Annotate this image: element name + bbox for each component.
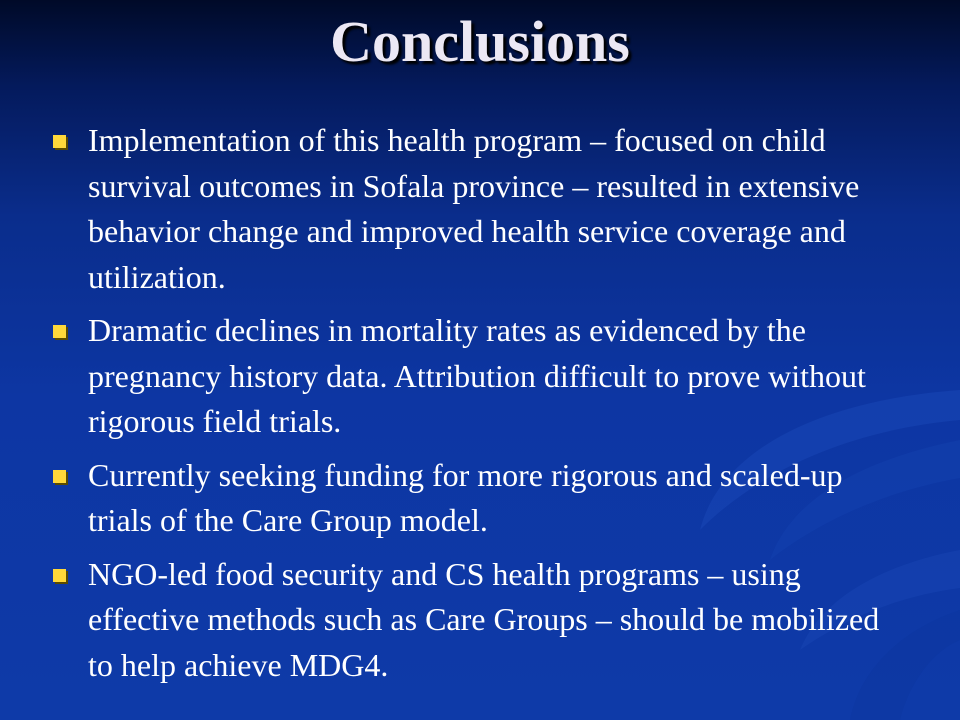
slide-title: Conclusions: [330, 9, 630, 74]
square-bullet-icon: [53, 569, 66, 582]
square-bullet-icon: [53, 325, 66, 338]
bullet-item: [48, 453, 908, 544]
bullet-item: [48, 118, 908, 300]
bullet-text: Implementation of this health program – focused on child survival outcomes in Sofala province – resulted in extensive behavior change and improved health service coverage and utilization.: [88, 122, 860, 295]
square-bullet-icon: [53, 135, 66, 148]
bullet-item: [48, 552, 908, 689]
bullet-text: Currently seeking funding for more rigorous and scaled-up trials of the Care Group model.: [88, 456, 843, 538]
bullet-text: Dramatic declines in mortality rates as evidenced by the pregnancy history data. Attribution difficult to prove without rigorous field trials.: [88, 312, 866, 439]
bullet-list: [48, 118, 908, 696]
square-bullet-icon: [53, 470, 66, 483]
bullet-text: NGO-led food security and CS health programs – using effective methods such as Care Groups – should be mobilized to help achieve MDG4.: [88, 555, 880, 683]
bullet-item: [48, 308, 908, 445]
